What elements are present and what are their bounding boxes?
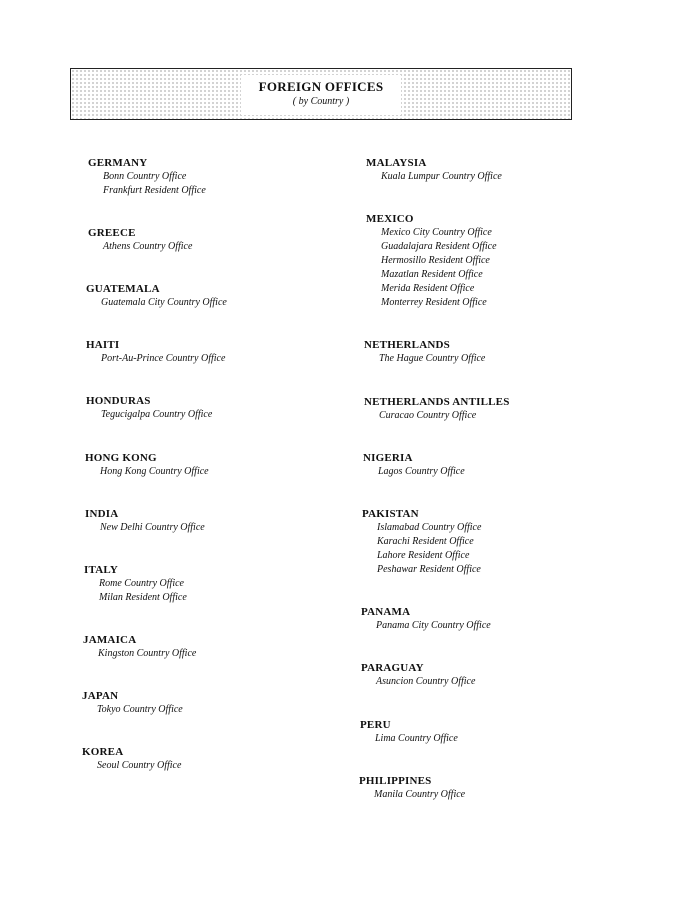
office-name: Frankfurt Resident Office — [103, 185, 206, 196]
office-name: Manila Country Office — [374, 789, 466, 800]
office-name: Tegucigalpa Country Office — [101, 409, 213, 420]
country-entry — [85, 451, 209, 479]
country-name: GREECE — [88, 227, 136, 239]
office-name: Seoul Country Office — [97, 760, 182, 771]
country-entry — [361, 605, 491, 633]
office-name: New Delhi Country Office — [100, 522, 205, 533]
office-name: Port-Au-Prince Country Office — [101, 353, 226, 364]
office-name: Hong Kong Country Office — [100, 466, 209, 477]
office-name: Guatemala City Country Office — [101, 297, 227, 308]
country-name: HAITI — [86, 339, 120, 351]
country-entry — [88, 156, 206, 198]
country-name: PAKISTAN — [362, 508, 419, 520]
country-name: PARAGUAY — [361, 662, 424, 674]
country-entry — [86, 394, 212, 422]
country-name: PANAMA — [361, 606, 411, 618]
country-name: KOREA — [82, 746, 124, 758]
office-name: Asuncion Country Office — [376, 676, 476, 687]
country-entry — [84, 563, 187, 605]
country-name: NIGERIA — [363, 452, 413, 464]
country-entry — [363, 451, 465, 479]
country-entry — [86, 282, 227, 310]
office-name: Kuala Lumpur Country Office — [381, 171, 502, 182]
office-name: Islamabad Country Office — [377, 522, 482, 533]
office-name: Monterrey Resident Office — [381, 297, 487, 308]
country-name: HONG KONG — [85, 452, 157, 464]
country-entry — [362, 507, 481, 577]
office-name: Merida Resident Office — [381, 283, 475, 294]
country-entry — [82, 745, 181, 773]
office-name: Lagos Country Office — [378, 466, 465, 477]
office-name: Lahore Resident Office — [377, 550, 470, 561]
office-name: Karachi Resident Office — [377, 536, 474, 547]
country-name: NETHERLANDS ANTILLES — [364, 396, 510, 408]
office-name: Curacao Country Office — [379, 410, 477, 421]
page-title: FOREIGN OFFICES — [258, 79, 384, 94]
country-entry — [85, 507, 205, 535]
office-name: Panama City Country Office — [376, 620, 491, 631]
country-name: MALAYSIA — [366, 157, 427, 169]
country-entry — [359, 774, 465, 802]
office-name: Tokyo Country Office — [97, 704, 183, 715]
country-name: HONDURAS — [86, 395, 151, 407]
office-name: Milan Resident Office — [99, 592, 187, 603]
page-subtitle: ( by Country ) — [292, 96, 350, 107]
country-entry — [366, 156, 502, 184]
office-name: Hermosillo Resident Office — [381, 255, 490, 266]
office-name: The Hague Country Office — [379, 353, 486, 364]
country-entry — [366, 212, 497, 310]
office-name: Bonn Country Office — [103, 171, 187, 182]
country-name: INDIA — [85, 508, 119, 520]
country-name: JAPAN — [82, 690, 119, 702]
office-name: Peshawar Resident Office — [377, 564, 481, 575]
country-name: JAMAICA — [83, 634, 137, 646]
country-entry — [364, 395, 510, 423]
country-entry — [86, 338, 225, 366]
office-name: Mazatlan Resident Office — [381, 269, 483, 280]
country-name: PERU — [360, 719, 391, 731]
country-name: GERMANY — [88, 157, 148, 169]
country-entry — [364, 338, 485, 366]
header-banner — [70, 68, 572, 120]
country-name: PHILIPPINES — [359, 775, 432, 787]
country-entry — [360, 718, 458, 746]
country-entry — [82, 689, 183, 717]
office-name: Lima Country Office — [375, 733, 458, 744]
country-name: GUATEMALA — [86, 283, 160, 295]
country-name: ITALY — [84, 564, 119, 576]
office-name: Rome Country Office — [99, 578, 184, 589]
country-name: NETHERLANDS — [364, 339, 450, 351]
office-name: Kingston Country Office — [98, 648, 197, 659]
office-name: Athens Country Office — [103, 241, 193, 252]
office-name: Guadalajara Resident Office — [381, 241, 497, 252]
country-entry — [83, 633, 196, 661]
country-entry — [361, 661, 475, 689]
country-name: MEXICO — [366, 213, 414, 225]
office-name: Mexico City Country Office — [381, 227, 492, 238]
country-entry — [88, 226, 192, 254]
